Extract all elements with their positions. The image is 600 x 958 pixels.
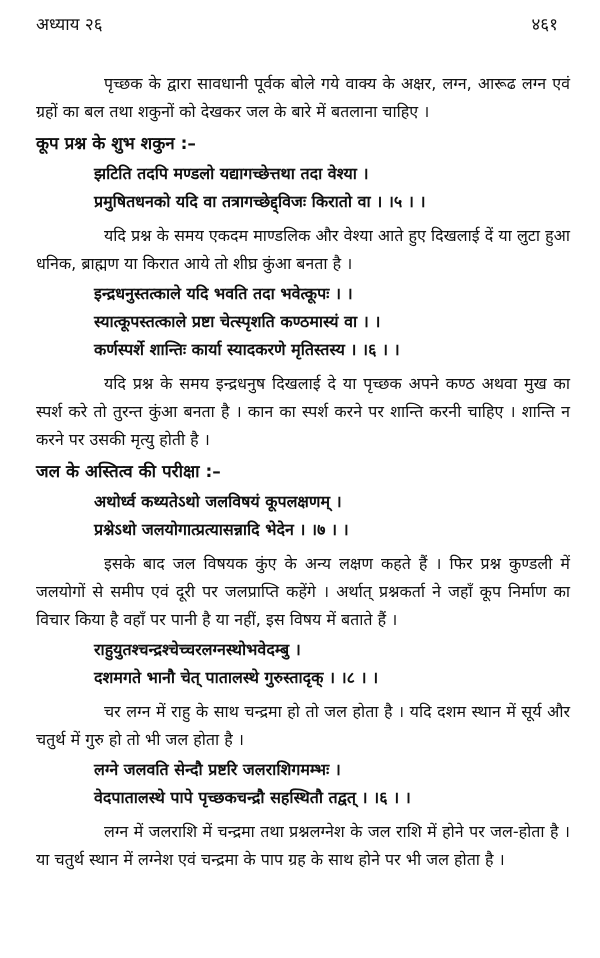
paragraph-verse-7-meaning: इसके बाद जल विषयक कुंए के अन्य लक्षण कहते हैं । फिर प्रश्न कुण्डली में जलयोगों से समीप एवं दूरी पर जलप्राप्ति कहेंगे । अर्थात् प्रश्नकर्ता ने जहाँ कूप निर्माण का विचार किया है वहाँ पर पानी है या नहीं, इस विषय में बताते हैं । bbox=[36, 554, 570, 629]
chapter-title: अध्याय २६ bbox=[36, 15, 103, 35]
verse-line: वेदपातालस्थे पापे पृच्छकचन्द्रौ सहस्थितौ तद्वत् । ।६ । । bbox=[94, 788, 411, 807]
paragraph-verse-8-meaning: चर लग्न में राहु के साथ चन्द्रमा हो तो जल होता है । यदि दशम स्थान में सूर्य और चतुर्थ में गुरु हो तो भी जल होता है । bbox=[36, 702, 570, 749]
paragraph-intro: पृच्छक के द्वारा सावधानी पूर्वक बोले गये वाक्य के अक्षर, लग्न, आरूढ लग्न एवं ग्रहों का बल तथा शकुनों को देखकर जल के बारे में बतलाना चाहिए । bbox=[36, 74, 570, 121]
verse-line: कर्णस्पर्शे शान्तिः कार्या स्यादकरणे मृतिस्तस्य । ।६ । । bbox=[94, 340, 400, 359]
verse-6 bbox=[36, 280, 570, 364]
section-heading-water-test: जल के अस्तित्व की परीक्षा :– bbox=[36, 462, 221, 482]
paragraph-verse-6-meaning: यदि प्रश्न के समय इन्द्रधनुष दिखलाई दे या पृच्छक अपने कण्ठ अथवा मुख का स्पर्श करे तो तुरन्त कुंआ बनता है । कान का स्पर्श करने पर शान्ति करनी चाहिए । शान्ति न करने पर उसकी मृत्यु होती है । bbox=[36, 374, 570, 449]
verse-5 bbox=[36, 160, 570, 216]
verse-line: लग्ने जलवति सेन्दौ प्रष्टरि जलराशिगमम्भः । bbox=[94, 760, 341, 779]
verse-line: इन्द्रधनुस्तत्काले यदि भवति तदा भवेत्कूपः । । bbox=[94, 284, 353, 303]
paragraph-verse-5-meaning: यदि प्रश्न के समय एकदम माण्डलिक और वेश्या आते हुए दिखलाई दें या लुटा हुआ धनिक, ब्राह्मण या किरात आये तो शीघ्र कुंआ बनता है । bbox=[36, 226, 570, 273]
verse-line: राहुयुतश्चन्द्रश्चेच्चरलग्नस्थोभवेदम्बु । bbox=[94, 640, 301, 659]
page-header bbox=[36, 12, 558, 40]
verse-line: दशमगते भानौ चेत् पातालस्थे गुरुस्तादृक् । ।८ । । bbox=[94, 668, 379, 687]
verse-line: स्यात्कूपस्तत्काले प्रष्टा चेत्स्पृशति कण्ठमास्यं वा । । bbox=[94, 312, 381, 331]
verse-8 bbox=[36, 636, 570, 692]
section-heading-well-omens: कूप प्रश्न के शुभ शकुन :– bbox=[36, 134, 196, 154]
paragraph-verse-9-meaning: लग्न में जलराशि में चन्द्रमा तथा प्रश्नलग्नेश के जल राशि में होने पर जल-होता है । या चतुर्थ स्थान में लग्नेश एवं चन्द्रमा के पाप ग्रह के साथ होने पर भी जल होता है । bbox=[36, 822, 570, 869]
verse-line: प्रमुषितधनको यदि वा तत्रागच्छेद्द्विजः किरातो वा । ।५ । । bbox=[94, 192, 426, 211]
verse-7 bbox=[36, 488, 570, 544]
page-body bbox=[36, 70, 570, 874]
verse-line: झटिति तदपि मण्डलो यद्यागच्छेत्तथा तदा वेश्या । bbox=[94, 164, 369, 183]
verse-line: अथोर्ध्व कथ्यतेऽथो जलविषयं कूपलक्षणम् । bbox=[94, 492, 342, 511]
verse-line: प्रश्नेऽथो जलयोगात्प्रत्यासन्नादि भेदेन । ।७ । । bbox=[94, 520, 349, 539]
page-number: ४६१ bbox=[531, 15, 558, 35]
verse-9 bbox=[36, 756, 570, 812]
